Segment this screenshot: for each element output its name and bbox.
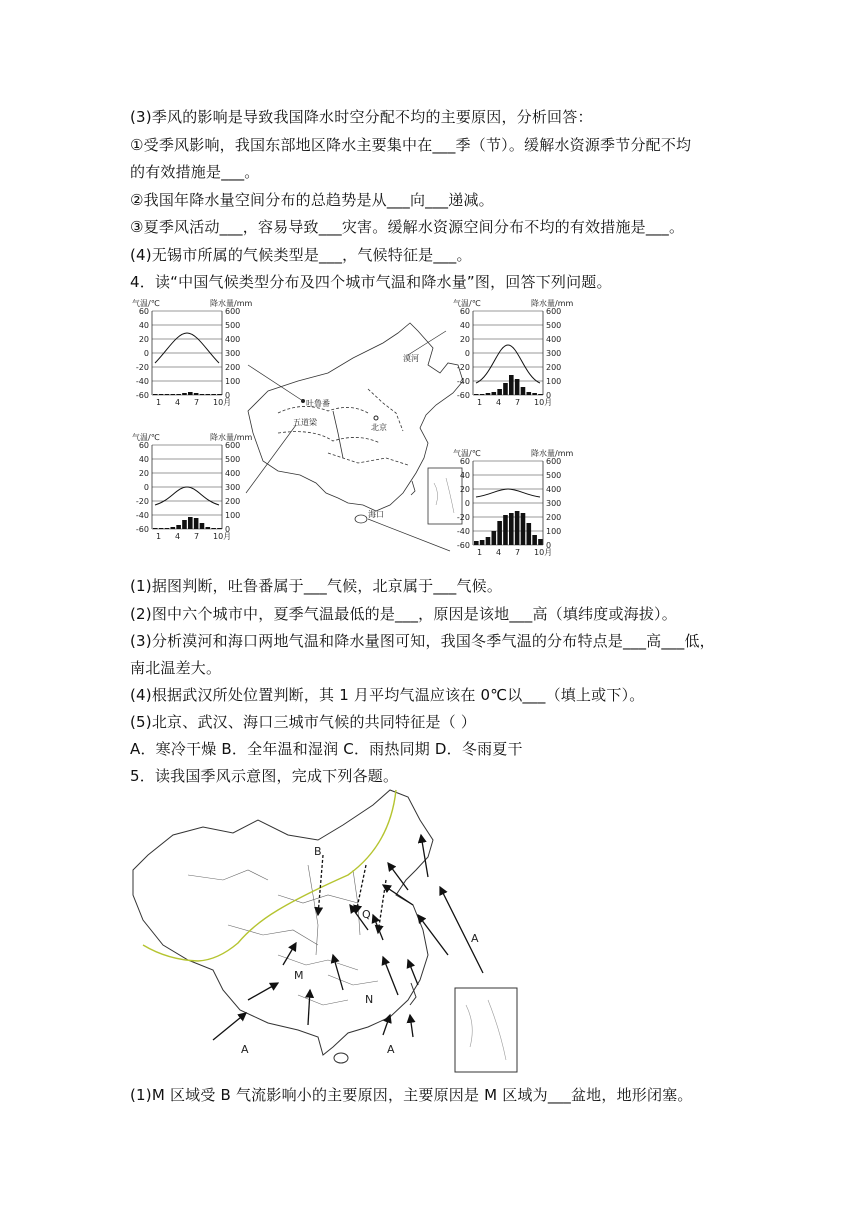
precip-axis-title: 降水量/mm [531,449,574,458]
precip-tick: 600 [225,441,241,450]
month-tick: 7 [515,548,521,557]
precip-bar [532,393,537,395]
label-A-southwest: A [241,1043,249,1056]
precip-tick: 500 [225,321,241,330]
precip-bar [182,520,187,529]
precip-tick: 200 [225,497,241,506]
precip-bar [206,527,211,529]
precip-tick: 0 [225,525,231,534]
precip-tick: 300 [546,499,562,508]
temp-tick: -60 [135,525,149,534]
q3-item-1a: ①受季风影响，我国东部地区降水主要集中在___季（节）。缓解水资源季节分配不均 [130,136,692,154]
temp-tick: -40 [135,511,149,520]
precip-tick: 500 [225,455,241,464]
precip-bar [153,528,158,529]
precip-tick: 0 [546,541,552,550]
temperature-curve [155,487,219,505]
temp-tick: -60 [456,391,470,400]
temp-tick: 60 [459,457,470,466]
label-Q: Q [362,908,371,921]
temp-axis-title: 气温/℃ [453,449,481,458]
precip-bar [480,394,485,395]
label-A-south: A [387,1043,395,1056]
month-tick: 7 [515,398,521,407]
precip-bar [171,527,176,529]
temp-axis-title: 气温/℃ [132,299,160,308]
precip-bar [527,523,532,545]
precip-tick: 0 [225,391,231,400]
precip-bar [153,394,158,395]
label-B: B [314,845,322,858]
precip-tick: 300 [546,349,562,358]
precip-bar [217,528,222,529]
temp-tick: 60 [138,441,149,450]
q4-subq-2: (2)图中六个城市中，夏季气温最低的是___，原因是该地___高（填纬度或海拔）。 [130,605,677,623]
precip-bar [217,394,222,395]
temp-tick: 20 [459,485,470,494]
precip-bar [200,523,205,529]
climograph-turpan [132,298,252,407]
question-5-title: 5．读我国季风示意图，完成下列各题。 [130,767,399,785]
temp-tick: 0 [143,483,149,492]
temp-tick: -20 [135,497,149,506]
precip-bar [165,528,170,529]
temp-tick: 40 [138,455,149,464]
precip-tick: 400 [225,469,241,478]
precip-bar [497,521,502,545]
precip-bar [182,393,187,395]
precip-tick: 400 [225,335,241,344]
precip-bar [521,387,526,395]
q4-options: A．寒冷干燥 B．全年温和湿润 C．雨热同期 D．冬雨夏干 [130,740,523,758]
temp-tick: 40 [138,321,149,330]
precip-tick: 100 [546,377,562,386]
monsoon-map-figure [128,785,528,1075]
precip-tick: 100 [225,377,241,386]
temp-tick: 60 [459,307,470,316]
precip-tick: 400 [546,485,562,494]
precip-bar [474,541,479,545]
temp-tick: 60 [138,307,149,316]
precip-tick: 200 [546,513,562,522]
precip-bar [538,394,543,395]
temperature-curve [476,345,540,383]
precip-tick: 600 [546,457,562,466]
precip-bar [159,394,164,395]
q4-subq-1: (1)据图判断，吐鲁番属于___气候，北京属于___气候。 [130,577,503,595]
temp-tick: 0 [464,499,470,508]
temperature-curve [476,489,540,497]
precip-tick: 600 [225,307,241,316]
temp-axis-title: 气温/℃ [453,299,481,308]
precip-bar [194,518,199,529]
precip-bar [503,383,508,395]
month-tick: 10月 [534,398,553,407]
precip-tick: 200 [225,363,241,372]
month-tick: 4 [175,532,181,541]
climate-figure [128,293,588,569]
temp-tick: 20 [138,335,149,344]
precip-bar [509,513,514,545]
precip-bar [532,535,537,545]
precip-bar [521,513,526,545]
precip-bar [474,394,479,395]
label-A-east: A [471,932,479,945]
precip-axis-title: 降水量/mm [531,299,574,308]
temp-tick: 0 [143,349,149,358]
q4-subq-3b: 南北温差大。 [130,659,222,677]
temp-tick: 20 [459,335,470,344]
temp-tick: -20 [456,513,470,522]
precip-bar [206,394,211,395]
temp-tick: 0 [464,349,470,358]
temp-tick: -40 [456,527,470,536]
city-haikou: 海口 [368,510,384,519]
label-N: N [365,993,374,1006]
precip-bar [515,511,520,545]
climograph-haikou [453,448,573,557]
precip-tick: 600 [546,307,562,316]
month-tick: 1 [477,548,483,557]
month-tick: 7 [194,398,200,407]
city-turpan: 吐鲁番 [306,399,330,408]
precip-tick: 300 [225,483,241,492]
temp-tick: -60 [456,541,470,550]
precip-bar [480,540,485,545]
precip-bar [194,393,199,395]
temp-axis-title: 气温/℃ [132,433,160,442]
precip-bar [492,392,497,395]
month-tick: 10月 [534,548,553,557]
precip-bar [159,528,164,529]
precip-tick: 200 [546,363,562,372]
month-tick: 1 [477,398,483,407]
month-tick: 4 [175,398,181,407]
q3-item-1b: 的有效措施是___。 [130,163,260,181]
month-tick: 1 [156,398,162,407]
q3-item-2: ②我国年降水量空间分布的总趋势是从___向___递减。 [130,191,494,209]
month-tick: 10月 [213,398,232,407]
precip-bar [171,394,176,395]
city-mohe: 漠河 [403,354,419,363]
q4-subq-4: (4)无锡市所属的气候类型是___，气候特征是___。 [130,246,472,264]
q5-subq-1: (1)M 区域受 B 气流影响小的主要原因，主要原因是 M 区域为___盆地，地形闭塞。 [130,1086,693,1104]
monsoon-boundary-line [143,790,396,961]
month-tick: 4 [496,548,502,557]
precip-bar [527,392,532,395]
temp-tick: -60 [135,391,149,400]
precip-bar [515,379,520,395]
question-4-title: 4．读“中国气候类型分布及四个城市气温和降水量”图，回答下列问题。 [130,273,612,291]
temp-tick: 40 [459,471,470,480]
q4-subq-3a: (3)分析漠河和海口两地气温和降水量图可知，我国冬季气温的分布特点是___高___低， [130,632,715,650]
precip-bar [200,394,205,395]
label-M: M [294,969,304,982]
climograph-wudaoliang [132,432,252,541]
precip-bar [176,525,181,529]
precip-bar [188,517,193,529]
temp-tick: 20 [138,469,149,478]
south-china-sea-inset [455,988,517,1072]
month-tick: 7 [194,532,200,541]
city-beijing: 北京 [371,423,387,432]
q3-item-3: ③夏季风活动___，容易导致___灾害。缓解水资源空间分布不均的有效措施是___。 [130,218,685,236]
temperature-curve [155,333,219,363]
precip-bar [538,539,543,545]
precip-tick: 100 [546,527,562,536]
temp-tick: -40 [456,377,470,386]
city-wudaoliang: 五道梁 [293,418,317,427]
precip-bar [492,531,497,545]
precip-bar [486,393,491,395]
precip-tick: 500 [546,471,562,480]
month-tick: 1 [156,532,162,541]
precip-tick: 500 [546,321,562,330]
q4-subq-5: (5)北京、武汉、海口三城市气候的共同特征是（ ） [130,713,477,731]
precip-bar [211,394,216,395]
temp-tick: -20 [456,363,470,372]
precip-bar [509,375,514,395]
precip-tick: 300 [225,349,241,358]
q3-intro: (3)季风的影响是导致我国降水时空分配不均的主要原因，分析回答： [130,108,593,126]
precip-tick: 100 [225,511,241,520]
temp-tick: 40 [459,321,470,330]
temp-tick: -40 [135,377,149,386]
precip-bar [176,394,181,395]
precip-bar [165,394,170,395]
precip-bar [211,528,216,529]
temp-tick: -20 [135,363,149,372]
precip-bar [188,392,193,395]
monsoon-arrows [213,835,483,1040]
precip-tick: 400 [546,335,562,344]
precip-bar [497,389,502,395]
climograph-mohe [453,298,573,407]
precip-tick: 0 [546,391,552,400]
month-tick: 4 [496,398,502,407]
precip-bar [486,537,491,545]
precip-bar [503,515,508,545]
q4-subq-4: (4)根据武汉所处位置判断，其 1 月平均气温应该在 0℃以___（填上或下）。 [130,686,645,704]
month-tick: 10月 [213,532,232,541]
precip-axis-title: 降水量/mm [210,299,253,308]
precip-axis-title: 降水量/mm [210,433,253,442]
